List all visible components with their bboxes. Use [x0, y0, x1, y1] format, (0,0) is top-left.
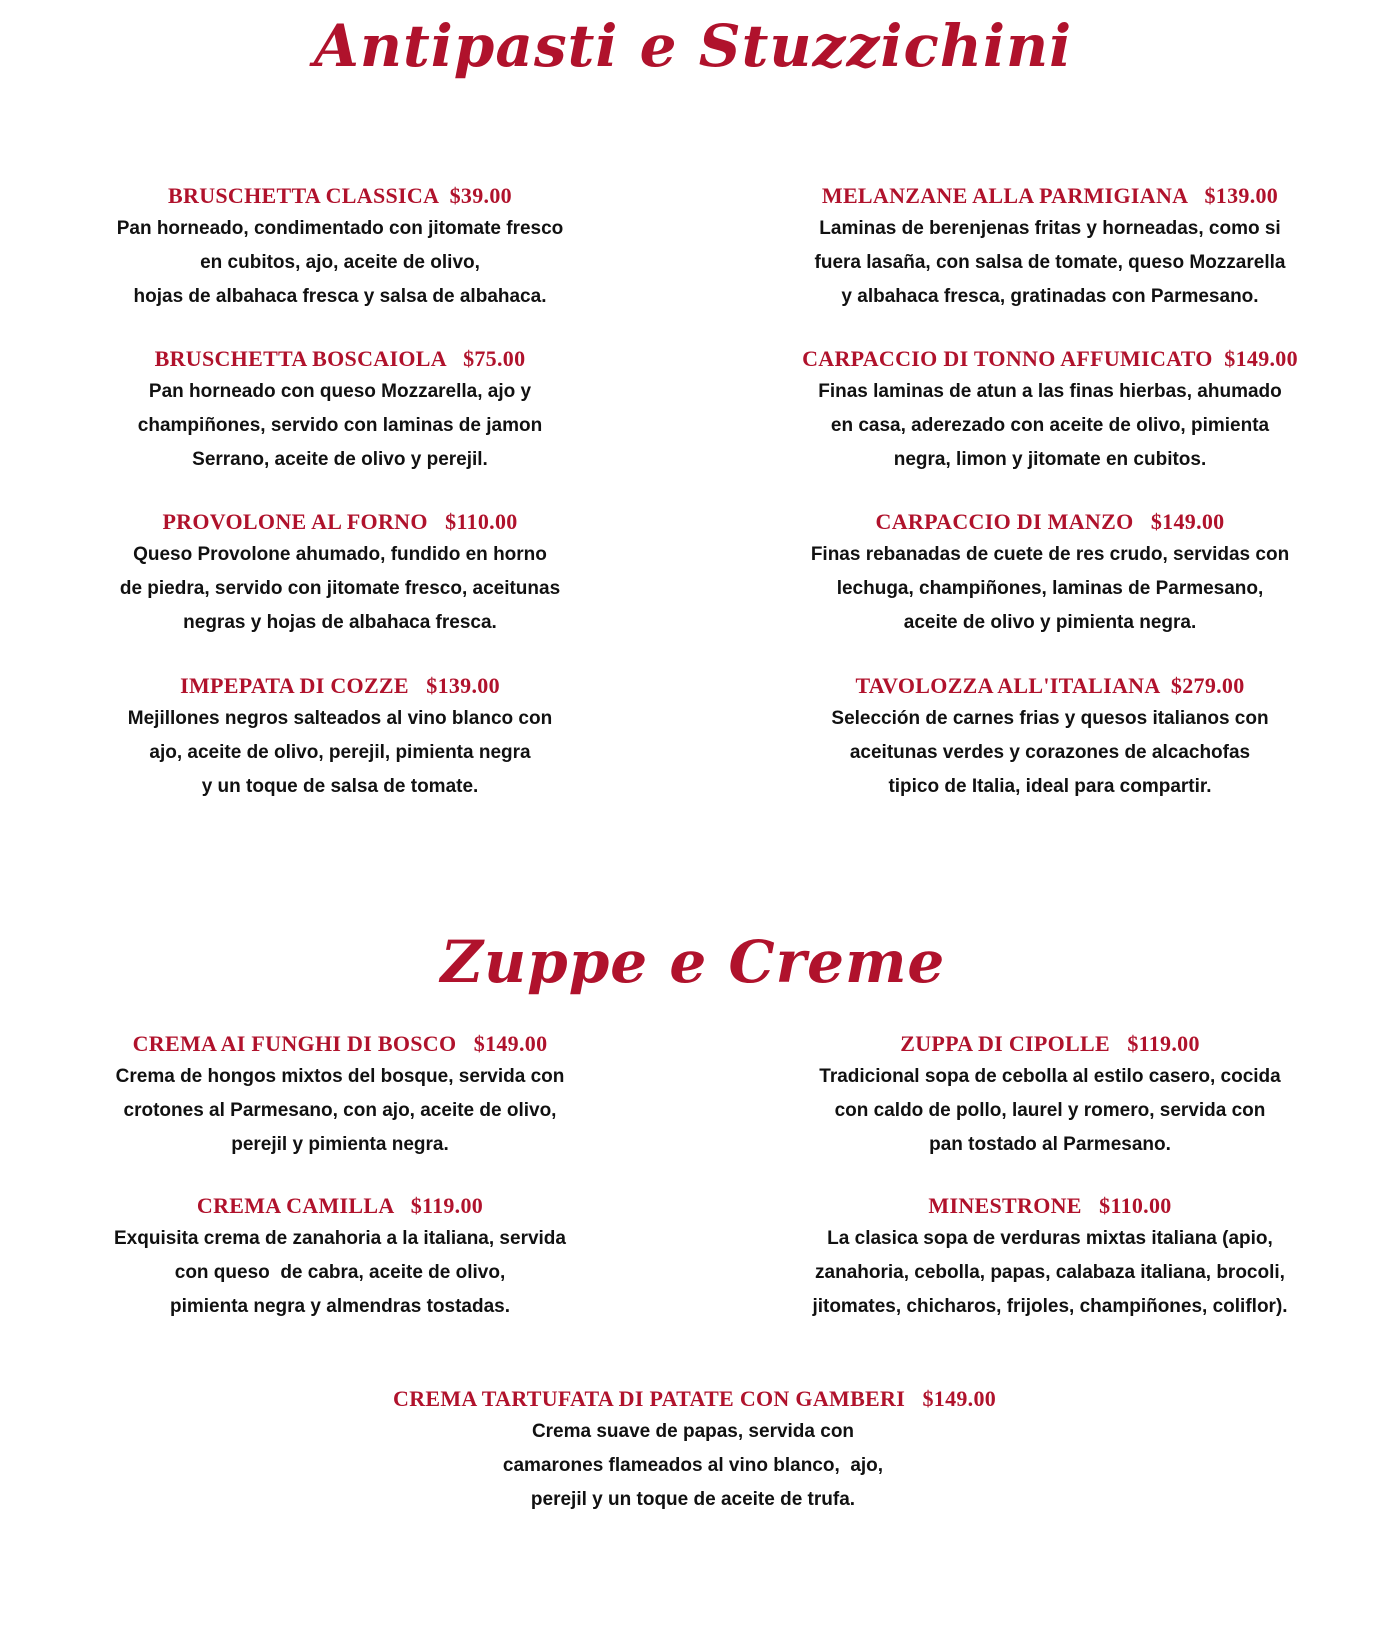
- menu-item: [770, 1028, 1330, 1162]
- item-name: BRUSCHETTA BOSCAIOLA $75.00: [154, 346, 526, 371]
- item-description: [60, 1060, 620, 1162]
- item-description: [770, 1060, 1330, 1162]
- description-line: perejil y un toque de aceite de trufa.: [530, 1489, 856, 1510]
- item-name: IMPEPATA DI COZZE $139.00: [180, 673, 500, 698]
- description-line: Exquisita crema de zanahoria a la italiana, servida: [114, 1228, 566, 1249]
- description-line: hojas de albahaca fresca y salsa de albahaca.: [133, 286, 547, 307]
- item-description: [770, 375, 1330, 477]
- description-line: negra, limon y jitomate en cubitos.: [893, 449, 1207, 470]
- description-line: Queso Provolone ahumado, fundido en horno: [133, 544, 547, 565]
- menu-item: [60, 180, 620, 314]
- description-line: tipico de Italia, ideal para compartir.: [888, 776, 1212, 797]
- description-line: Selección de carnes frias y quesos italianos con: [831, 708, 1269, 729]
- menu-item: [60, 670, 620, 804]
- description-line: champiñones, servido con laminas de jamon: [137, 415, 543, 436]
- description-line: crotones al Parmesano, con ajo, aceite de olivo,: [123, 1100, 557, 1121]
- item-name: ZUPPA DI CIPOLLE $119.00: [900, 1031, 1200, 1056]
- description-line: negras y hojas de albahaca fresca.: [183, 612, 497, 633]
- item-description: [393, 1415, 993, 1517]
- item-name: PROVOLONE AL FORNO $110.00: [162, 509, 518, 534]
- menu-item: [393, 1383, 997, 1517]
- item-description: [60, 1222, 620, 1324]
- section-title-zuppe: Zuppe e Creme: [440, 928, 946, 996]
- description-line: y albahaca fresca, gratinadas con Parmesano.: [841, 286, 1259, 307]
- item-description: [60, 538, 620, 640]
- item-name: CARPACCIO DI TONNO AFFUMICATO $149.00: [802, 346, 1298, 371]
- menu-item: [60, 506, 620, 640]
- description-line: en casa, aderezado con aceite de olivo, pimienta: [830, 415, 1270, 436]
- item-name: MINESTRONE $110.00: [928, 1193, 1172, 1218]
- item-description: [60, 212, 620, 314]
- menu-item: [770, 506, 1330, 640]
- menu-item: [770, 343, 1330, 477]
- description-line: Finas laminas de atun a las finas hierbas, ahumado: [818, 381, 1282, 402]
- description-line: en cubitos, ajo, aceite de olivo,: [200, 252, 480, 273]
- item-name: BRUSCHETTA CLASSICA $39.00: [168, 183, 512, 208]
- menu-item: [60, 1028, 620, 1162]
- item-name: CREMA TARTUFATA DI PATATE CON GAMBERI $149.00: [393, 1386, 997, 1411]
- description-line: con queso de cabra, aceite de olivo,: [174, 1262, 506, 1283]
- description-line: Laminas de berenjenas fritas y horneadas, como si: [819, 218, 1281, 239]
- description-line: pan tostado al Parmesano.: [929, 1134, 1171, 1155]
- item-name: CARPACCIO DI MANZO $149.00: [875, 509, 1225, 534]
- item-description: [770, 1222, 1330, 1324]
- description-line: aceitunas verdes y corazones de alcachofas: [849, 742, 1251, 763]
- description-line: pimienta negra y almendras tostadas.: [169, 1296, 510, 1317]
- item-name: CREMA CAMILLA $119.00: [196, 1193, 484, 1218]
- description-line: aceite de olivo y pimienta negra.: [903, 612, 1197, 633]
- section-title-antipasti: Antipasti e Stuzzichini: [313, 12, 1073, 80]
- description-line: fuera lasaña, con salsa de tomate, queso Mozzarella: [814, 252, 1286, 273]
- description-line: Crema suave de papas, servida con: [531, 1421, 855, 1442]
- description-line: Tradicional sopa de cebolla al estilo casero, cocida: [819, 1066, 1281, 1087]
- description-line: ajo, aceite de olivo, perejil, pimienta negra: [149, 742, 531, 763]
- description-line: zanahoria, cebolla, papas, calabaza italiana, brocoli,: [815, 1262, 1285, 1283]
- item-name: CREMA AI FUNGHI DI BOSCO $149.00: [132, 1031, 548, 1056]
- menu-item: [770, 1190, 1330, 1324]
- description-line: Serrano, aceite de olivo y perejil.: [192, 449, 488, 470]
- description-line: y un toque de salsa de tomate.: [201, 776, 479, 797]
- item-description: [770, 538, 1330, 640]
- item-description: [770, 212, 1330, 314]
- item-description: [60, 702, 620, 804]
- description-line: Crema de hongos mixtos del bosque, servida con: [115, 1066, 565, 1087]
- description-line: de piedra, servido con jitomate fresco, aceitunas: [119, 578, 561, 599]
- item-name: MELANZANE ALLA PARMIGIANA $139.00: [821, 183, 1279, 208]
- menu-item: [770, 670, 1330, 804]
- menu-item: [60, 1190, 620, 1324]
- item-name: TAVOLOZZA ALL'ITALIANA $279.00: [855, 673, 1245, 698]
- description-line: perejil y pimienta negra.: [231, 1134, 449, 1155]
- description-line: jitomates, chicharos, frijoles, champiñones, coliflor).: [812, 1296, 1288, 1317]
- description-line: Pan horneado con queso Mozzarella, ajo y: [148, 381, 532, 402]
- description-line: Pan horneado, condimentado con jitomate fresco: [116, 218, 564, 239]
- description-line: Mejillones negros salteados al vino blanco con: [127, 708, 553, 729]
- description-line: con caldo de pollo, laurel y romero, servida con: [834, 1100, 1266, 1121]
- menu-item: [770, 180, 1330, 314]
- menu-item: [60, 343, 620, 477]
- item-description: [770, 702, 1330, 804]
- description-line: camarones flameados al vino blanco, ajo,: [502, 1455, 884, 1476]
- item-description: [60, 375, 620, 477]
- description-line: La clasica sopa de verduras mixtas italiana (apio,: [827, 1228, 1273, 1249]
- description-line: Finas rebanadas de cuete de res crudo, servidas con: [810, 544, 1290, 565]
- description-line: lechuga, champiñones, laminas de Parmesano,: [836, 578, 1264, 599]
